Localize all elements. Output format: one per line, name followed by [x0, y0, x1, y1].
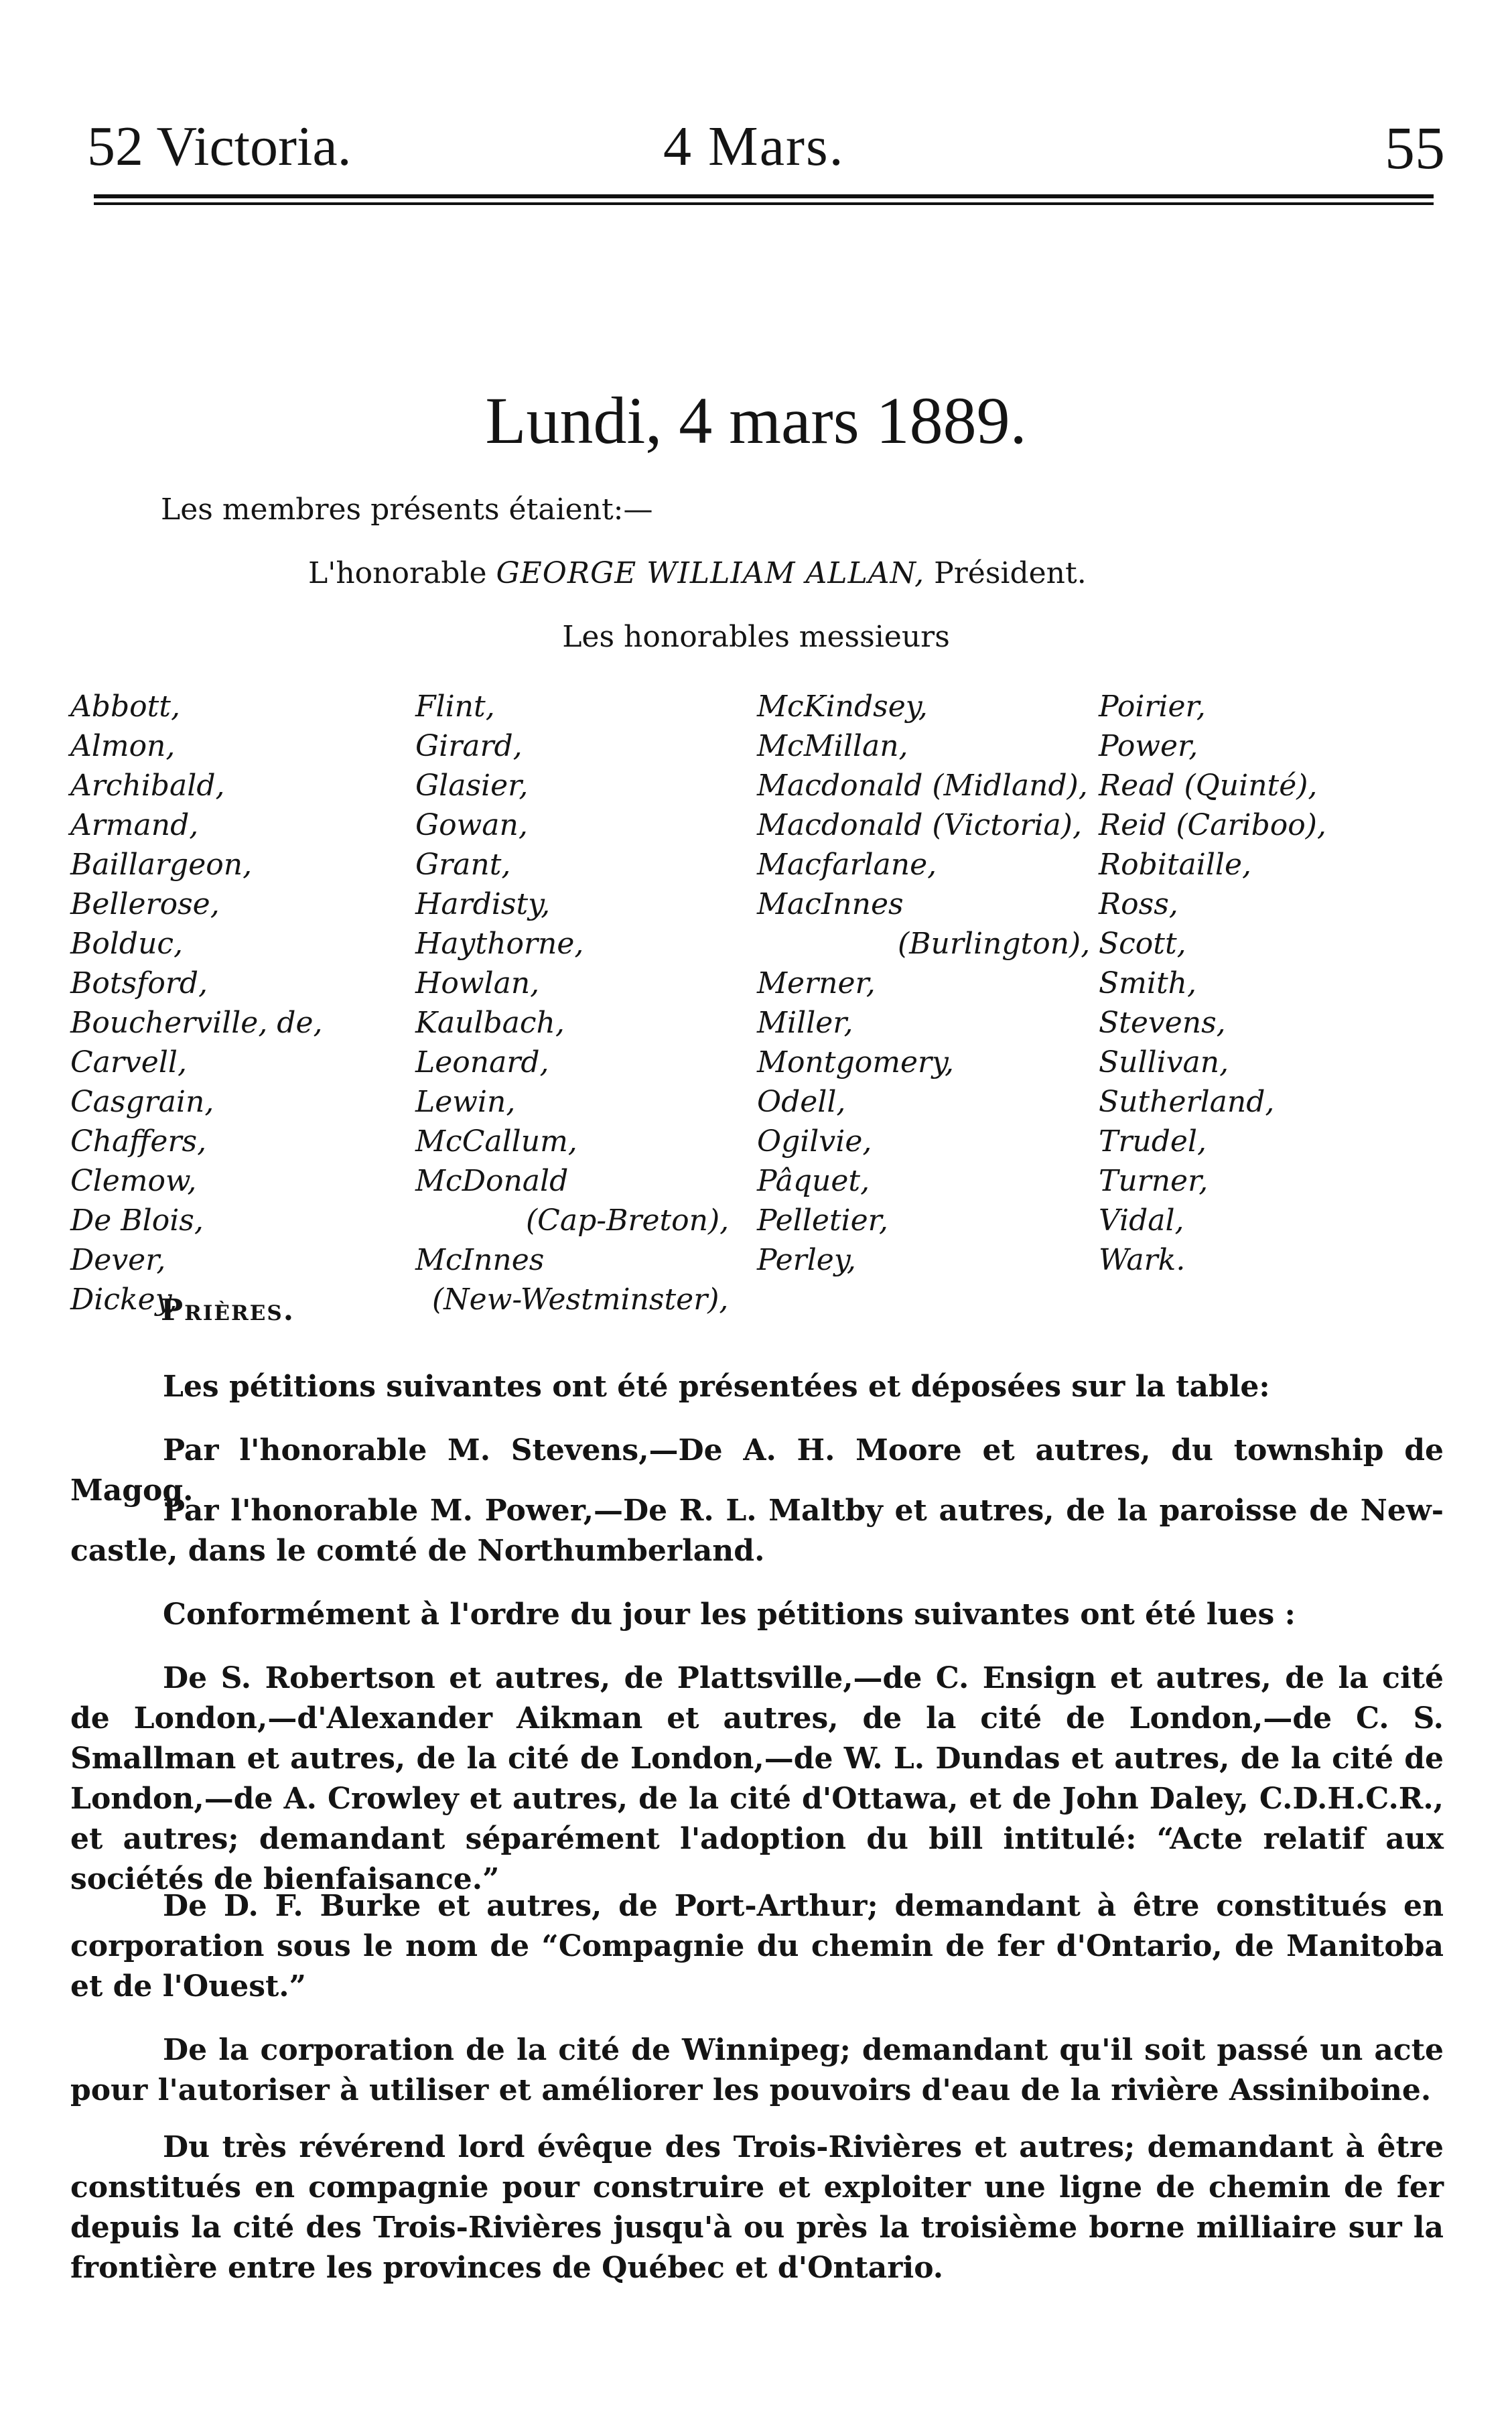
- members-column-1: [70, 687, 323, 1319]
- members-column-2: [415, 687, 729, 1319]
- honorables-heading: Les honorables messieurs: [562, 620, 950, 654]
- member-name: Turner,: [1099, 1164, 1209, 1198]
- member-name: Baillargeon,: [70, 848, 253, 882]
- session-label: 52 Victoria.: [87, 115, 352, 178]
- member-name: MacInnes: [757, 887, 904, 921]
- member-name: (New-Westminster),: [432, 1283, 729, 1317]
- member-name: Casgrain,: [70, 1085, 214, 1119]
- member-name: Robitaille,: [1099, 848, 1252, 882]
- member-name: Girard,: [415, 729, 523, 763]
- petition-power: Par l'honorable M. Power,—De R. L. Maltby et autres, de la paroisse de New-castle, dans le comté de Northumberland.: [70, 1494, 1444, 1568]
- member-name: Glasier,: [415, 769, 529, 803]
- member-name: McKindsey,: [757, 690, 928, 724]
- member-name: Stevens,: [1099, 1006, 1226, 1040]
- header-rule-thick: [94, 194, 1434, 198]
- member-name: Flint,: [415, 690, 495, 724]
- member-name: Read (Quinté),: [1099, 769, 1318, 803]
- member-name: McInnes: [415, 1243, 545, 1277]
- page-number: 55: [1385, 115, 1445, 182]
- member-name: Scott,: [1099, 927, 1186, 961]
- petition-benevolent-societies: De S. Robertson et autres, de Plattsville,—de C. Ensign et autres, de la cité de London,—d'Alexander Aikman et autres, de la cité de London,—de C. S. Smallman et autres, de la cité de London,—de W. L. Dundas et autres, de la cité de London,—de A. Crowley et autres, de la cité d'Ottawa, et de John Daley, C.D.H.C.R., et autres; demandant séparément l'adoption du bill intitulé: “Acte relatif aux sociétés de bienfaisance.”: [70, 1661, 1444, 1896]
- member-name: Pâquet,: [757, 1164, 870, 1198]
- member-name: Merner,: [757, 966, 876, 1000]
- member-name: Grant,: [415, 848, 511, 882]
- members-column-3: [757, 687, 1090, 1280]
- member-name: Gowan,: [415, 808, 528, 842]
- member-name: Trudel,: [1099, 1124, 1207, 1159]
- member-name: McCallum,: [415, 1124, 577, 1159]
- members-column-4: [1099, 687, 1326, 1280]
- present-members-intro: Les membres présents étaient:—: [161, 493, 653, 527]
- member-name: Dickey,: [70, 1283, 178, 1317]
- member-name: Poirier,: [1099, 690, 1206, 724]
- running-header: [0, 101, 1512, 182]
- petition-ontario-railway: De D. F. Burke et autres, de Port-Arthur; demandant à être constitués en corporation sous le nom de “Compagnie du chemin de fer d'Ontario, de Manitoba et de l'Ouest.”: [70, 1889, 1444, 2004]
- prayers-heading: Prières.: [161, 1293, 295, 1327]
- member-name: Pelletier,: [757, 1203, 888, 1238]
- page-title: Lundi, 4 mars 1889.: [485, 383, 1027, 458]
- member-name: Boucherville, de,: [70, 1006, 323, 1040]
- member-name: Macdonald (Midland),: [757, 769, 1088, 803]
- petition-trois-rivieres: Du très révérend lord évêque des Trois-Rivières et autres; demandant à être constitués en compagnie pour construire et exploiter une ligne de chemin de fer depuis la cité des Trois-Rivières jusqu'à ou près la troisième borne milliaire sur la frontière entre les provinces de Québec et d'Ontario.: [70, 2130, 1444, 2285]
- member-name: Reid (Cariboo),: [1099, 808, 1326, 842]
- member-name: Montgomery,: [757, 1045, 955, 1079]
- date-label: 4 Mars.: [663, 115, 845, 178]
- member-name: Sutherland,: [1099, 1085, 1275, 1119]
- petition-stevens: Par l'honorable M. Stevens,—De A. H. Moore et autres, du township de Magog.: [70, 1433, 1444, 1508]
- member-name: Bolduc,: [70, 927, 184, 961]
- member-name: (Cap-Breton),: [526, 1203, 730, 1238]
- member-name: Vidal,: [1099, 1203, 1184, 1238]
- member-name: Smith,: [1099, 966, 1196, 1000]
- member-name: Hardisty,: [415, 887, 551, 921]
- president-name: GEORGE WILLIAM ALLAN,: [496, 556, 925, 590]
- member-name: Ross,: [1099, 887, 1178, 921]
- member-name: Chaffers,: [70, 1124, 207, 1159]
- member-name: Armand,: [70, 808, 199, 842]
- member-name: Wark.: [1099, 1243, 1186, 1277]
- member-name: Ogilvie,: [757, 1124, 872, 1159]
- member-name: Perley,: [757, 1243, 856, 1277]
- member-name: Power,: [1099, 729, 1198, 763]
- member-name: Haythorne,: [415, 927, 584, 961]
- petitions-read-intro: Conformément à l'ordre du jour les pétitions suivantes ont été lues :: [163, 1597, 1296, 1632]
- member-name: Miller,: [757, 1006, 853, 1040]
- member-name: Carvell,: [70, 1045, 187, 1079]
- member-name: Macdonald (Victoria),: [757, 808, 1082, 842]
- president-prefix: L'honorable: [308, 556, 487, 590]
- member-name: Sullivan,: [1099, 1045, 1229, 1079]
- member-name: Clemow,: [70, 1164, 197, 1198]
- member-name: Leonard,: [415, 1045, 549, 1079]
- president-line: [308, 556, 1087, 590]
- member-name: Howlan,: [415, 966, 540, 1000]
- member-name: Kaulbach,: [415, 1006, 565, 1040]
- member-name: McMillan,: [757, 729, 908, 763]
- member-name: Abbott,: [70, 690, 180, 724]
- president-suffix: Président.: [934, 556, 1087, 590]
- member-name: Odell,: [757, 1085, 846, 1119]
- member-name: Botsford,: [70, 966, 208, 1000]
- member-name: (Burlington),: [898, 927, 1091, 961]
- petitions-presented-intro: Les pétitions suivantes ont été présentées et déposées sur la table:: [163, 1370, 1270, 1404]
- header-rule-thin: [94, 202, 1434, 205]
- petition-winnipeg: De la corporation de la cité de Winnipeg; demandant qu'il soit passé un acte pour l'autoriser à utiliser et améliorer les pouvoirs d'eau de la rivière Assiniboine.: [70, 2033, 1444, 2107]
- member-name: Almon,: [70, 729, 176, 763]
- member-name: Bellerose,: [70, 887, 220, 921]
- member-name: McDonald: [415, 1164, 569, 1198]
- member-name: Macfarlane,: [757, 848, 937, 882]
- member-name: De Blois,: [70, 1203, 204, 1238]
- member-name: Lewin,: [415, 1085, 516, 1119]
- member-name: Dever,: [70, 1243, 166, 1277]
- member-name: Archibald,: [70, 769, 225, 803]
